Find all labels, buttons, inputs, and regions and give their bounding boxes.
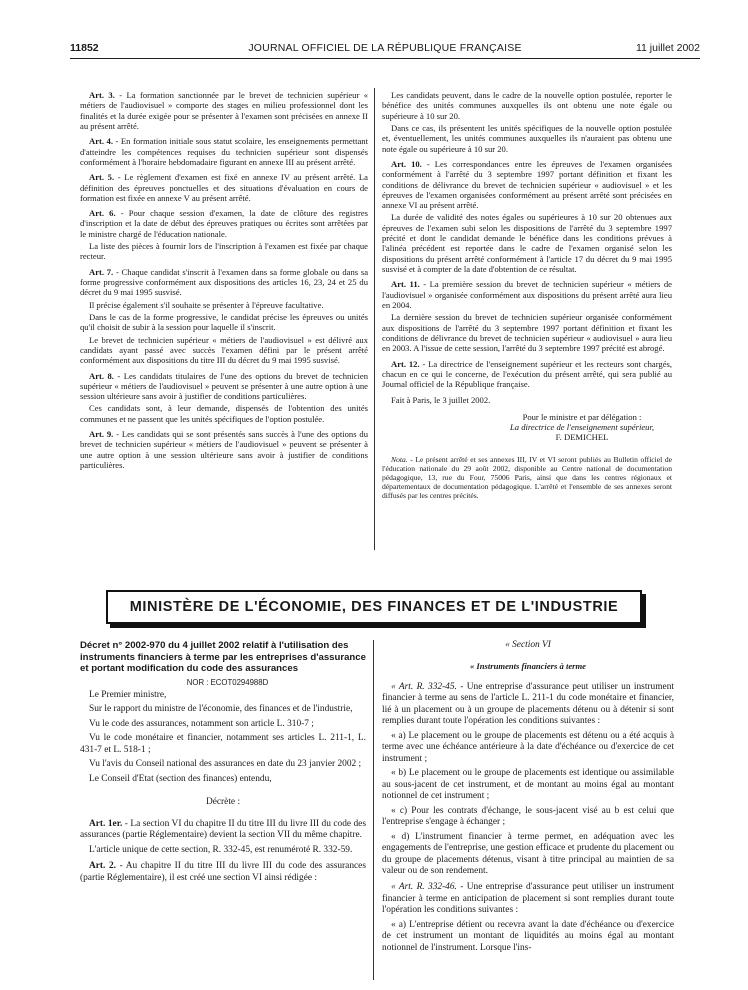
upper-left-column (80, 90, 368, 472)
article-paragraph (80, 371, 368, 402)
page-header (70, 42, 700, 56)
paragraph-text: Le Conseil d'Etat (section des finances) entendu, (89, 773, 272, 784)
signature-delegation: Pour le ministre et par délégation : (522, 411, 642, 422)
article-paragraph (80, 335, 368, 366)
article-paragraph (382, 159, 672, 211)
signature-place-date: Fait à Paris, le 3 juillet 2002. (391, 395, 491, 406)
section-subheading: « Instruments financiers à terme (469, 661, 587, 672)
column-divider-upper (374, 88, 375, 550)
paragraph-text: « c) Pour les contrats d'échange, le sous-jacent visé au b est celui que l'entreprise s'engage à échanger ; (382, 805, 674, 828)
paragraph-text: - En formation initiale sous statut scolaire, les enseignements permettant d'atteindre les compétences requises du technicien supérieur sont dispensés conformément à l'horaire hebdomadaire figurant en annexe III au présent arrêté. (80, 136, 368, 167)
paragraph-text: - Pour chaque session d'examen, la date de clôture des registres d'inscription et la date de début des épreuves pratiques ou écrites sont arrêtées par le ministre chargé de l'éducation nationale. (80, 208, 368, 239)
article-label: Art. 9. (89, 429, 114, 440)
paragraph-text: - Les correspondances entre les épreuves de l'examen organisées conformément à l'arrêté du 3 septembre 1997 portant définition et fixant les conditions de délivrance du brevet de technicien supérieur « audiovisuel » et les épreuves de l'examen organisées conformément au présent arrêté sont précisées en annexe VI au présent arrêté. (382, 158, 672, 211)
visa-paragraph (80, 704, 366, 715)
page-number: 11852 (70, 42, 99, 54)
visa-paragraph (80, 733, 366, 756)
upper-right-column (382, 90, 672, 502)
journal-title: JOURNAL OFFICIEL DE LA RÉPUBLIQUE FRANÇAISE (248, 42, 522, 54)
paragraph-text: Dans le cas de la forme progressive, le candidat précise les épreuves ou unités qu'il choisit de subir à la session pour laquelle il s'inscrit. (80, 311, 368, 333)
article-paragraph (80, 312, 368, 333)
paragraph-text: - Les candidats titulaires de l'une des options du brevet de technicien supérieur « métiers de l'audiovisuel » peuvent se présenter à une autre option à une session ultérieure sans avoir à justifier de conditions particulières. (80, 370, 369, 402)
visa-paragraph (80, 690, 366, 701)
decret-nor: NOR : ECOT0294988D (186, 677, 269, 687)
paragraph-text: « a) L'entreprise détient ou recevra avant la date d'échéance ou d'exercice de cet instrument un montant de liquidités au moins égal au montant notionnel de l'instrument. Lorsque l'ins- (382, 919, 674, 953)
article-paragraph (80, 208, 368, 239)
paragraph-text: Il précise également s'il souhaite se présenter à l'épreuve facultative. (89, 299, 324, 310)
article-label: Art. 12. (391, 358, 420, 369)
signature-block (492, 412, 672, 443)
article-label: Art. 10. (391, 158, 422, 169)
paragraph-text: « b) Le placement ou le groupe de placements est identique ou assimilable au sous-jacent de cet instrument, et de montant au moins égal au montant notionnel de cet instrument ; (382, 768, 674, 802)
issue-date: 11 juillet 2002 (635, 42, 700, 54)
paragraph-text: - Une entreprise d'assurance peut utiliser un instrument financier à terme en anticipation de placement si sont remplies durant toute l'opération les conditions suivantes : (382, 882, 674, 916)
paragraph-text: Sur le rapport du ministre de l'économie, des finances et de l'industrie, (89, 704, 353, 715)
lower-left-column (80, 640, 366, 887)
header-rule (70, 58, 700, 59)
paragraph-text: « a) Le placement ou le groupe de placements est détenu ou a été acquis à terme avec une échéance antérieure à la date d'échéance ou d'exercice de cet instrument ; (382, 730, 674, 764)
article-paragraph (382, 279, 672, 310)
nota-label: Nota. (391, 454, 408, 464)
paragraph-text: - La première session du brevet de technicien supérieur « métiers de l'audiovisuel » organisée conformément aux dispositions du présent arrêté aura lieu en 2004. (382, 279, 672, 310)
code-article-paragraph (382, 806, 674, 829)
article-paragraph (382, 312, 672, 353)
code-article-paragraph (382, 768, 674, 802)
paragraph-text: « d) L'instrument financier à terme permet, en adéquation avec les engagements de l'entreprise, une gestion efficace et prudente du placement ou du groupe de placements détenus, visant à titre principal au maintien de sa valeur ou de son rendement. (382, 831, 674, 876)
nota-block (382, 455, 672, 501)
paragraph-text: - Le règlement d'examen est fixé en annexe IV au présent arrêté. La définition des épreuves ponctuelles et des situations d'évaluation en cours de formation est fixée en annexe V au présent arrêté. (80, 172, 368, 203)
nota-text: - Le présent arrêté et ses annexes III, IV et VI seront publiés au Bulletin officiel de l'éducation nationale du 29 août 2002, disponible au Centre national de documentation pédagogique, 13, rue du Four, 75006 Paris, ainsi que dans les centres régionaux et départementaux de documentation pédagogique. L'arrêté et l'ensemble de ses annexes seront diffusés par les centres précités. (382, 454, 672, 501)
visa-paragraph (80, 774, 366, 785)
paragraph-text: Les candidats peuvent, dans le cadre de la nouvelle option postulée, reporter le bénéfice des unités communes auxquelles ils ont obtenu une note égale ou supérieure à 10 sur 20. (382, 90, 672, 121)
paragraph-text: La dernière session du brevet de technicien supérieur organisée conformément aux dispositions de l'arrêté du 3 septembre 1997 portant définition et fixant les conditions de délivrance du brevet de technicien supérieur « audiovisuel » aura lieu en 2003. A l'issue de cette session, l'arrêté du 3 septembre 1997 précité est abrogé. (382, 312, 672, 354)
lower-right-column (382, 640, 674, 957)
paragraph-text: La liste des pièces à fournir lors de l'inscription à l'examen est fixée par chaque recteur. (80, 241, 368, 262)
article-paragraph (80, 845, 366, 856)
article-paragraph (80, 819, 366, 842)
article-label: Art. 4. (89, 136, 113, 147)
paragraph-text: Vu l'avis du Conseil national des assurances en date du 23 janvier 2002 ; (89, 759, 362, 770)
article-label: « Art. R. 332-45. (391, 681, 457, 692)
article-paragraph (80, 403, 368, 424)
article-paragraph (80, 90, 368, 131)
paragraph-text: - La directrice de l'enseignement supérieur et les recteurs sont chargés, chacun en ce qui le concerne, de l'exécution du présent arrêté, qui sera publié au Journal officiel de la République française. (382, 358, 673, 390)
paragraph-text: La durée de validité des notes égales ou supérieures à 10 sur 20 obtenues aux épreuves de l'examen subi selon les dispositions de l'arrêté du 3 septembre 1997 précité et dont le candidat demande le bénéfice dans les conditions prévues à l'alinéa précédent est reportée dans le cadre de l'examen organisé selon les dispositions du présent arrêté conformément à l'article 17 du décret du 9 mai 1995 susvisé et à compter de la date d'obtention de ce résultat. (382, 212, 672, 274)
article-label: Art. 8. (89, 370, 114, 381)
article-label: « Art. R. 332-46. (391, 882, 457, 893)
article-paragraph (80, 172, 368, 203)
article-label: Art. 5. (89, 172, 115, 183)
article-label: Art. 11. (391, 279, 420, 290)
code-article-paragraph (382, 682, 674, 728)
paragraph-text: Le brevet de technicien supérieur « métiers de l'audiovisuel » est délivré aux candidats ayant passé avec succès l'examen défini par le présent arrêté conformément aux dispositions du titre III du décret du 9 mai 1995 susvisé. (80, 334, 368, 366)
paragraph-text: Le Premier ministre, (89, 690, 167, 700)
signature-role: La directrice de l'enseignement supérieur, (510, 422, 654, 433)
paragraph-text: - Les candidats qui se sont présentés sans succès à l'une des options du brevet de technicien supérieur « métiers de l'audiovisuel » peuvent se présenter à une autre option à une session ultérieure sans avoir à justifier de conditions particulières. (80, 429, 368, 470)
article-paragraph (382, 123, 672, 154)
section-heading: « Section VI (505, 640, 551, 650)
article-label: Art. 1er. (89, 818, 123, 829)
code-article-paragraph (382, 832, 674, 878)
article-label: Art. 7. (89, 266, 114, 277)
paragraph-text: Ces candidats sont, à leur demande, dispensés de l'obtention des unités communes et ne passent que les unités spécifiques de l'option postulée. (80, 403, 368, 424)
article-paragraph (382, 212, 672, 274)
ministry-banner: MINISTÈRE DE L'ÉCONOMIE, DES FINANCES ET DE L'INDUSTRIE (106, 590, 642, 624)
decret-title: Décret n° 2002-970 du 4 juillet 2002 relatif à l'utilisation des instruments financiers à terme par les entreprises d'assurance et portant modification du code des assurances (80, 640, 366, 674)
code-article-paragraph (382, 882, 674, 916)
paragraph-text: Vu le code monétaire et financier, notamment ses articles L. 211-1, L. 431-7 et L. 518-1 ; (80, 733, 366, 755)
article-paragraph (80, 136, 368, 167)
paragraph-text: - La section VI du chapitre II du titre III du livre III du code des assurances (partie Réglementaire) devient la section VII du même chapitre. (80, 818, 366, 841)
code-article-paragraph (382, 920, 674, 954)
article-paragraph (382, 359, 672, 390)
paragraph-text: - Une entreprise d'assurance peut utiliser un instrument financier à terme au sens de l'article L. 211-1 du code monétaire et financier, lié à un placement ou à un groupe de placements détenu ou à détenir si sont remplies durant toute l'opération les conditions suivantes : (382, 681, 674, 727)
visa-paragraph (80, 719, 366, 730)
decrete-heading: Décrète : (205, 797, 241, 808)
paragraph-text: - Chaque candidat s'inscrit à l'examen dans sa forme globale ou dans sa forme progressive conformément aux dispositions des articles 16, 23, 24 et 25 du décret du 9 mai 1995 susvisé. (80, 266, 369, 298)
article-label: Art. 3. (89, 90, 115, 100)
code-article-paragraph (382, 731, 674, 765)
paragraph-text: - Au chapitre II du titre III du livre III du code des assurances (partie Réglementaire), il est créé une section VI ainsi rédigée : (80, 861, 366, 883)
column-divider-lower (373, 640, 374, 980)
paragraph-text: Dans ce cas, ils présentent les unités spécifiques de la nouvelle option postulée et, éventuellement, les unités communes auxquelles ils n'auraient pas obtenu une note égale ou supérieure à 10 sur 20. (382, 122, 672, 154)
article-paragraph (382, 90, 672, 121)
article-paragraph (80, 429, 368, 470)
article-label: Art. 2. (89, 861, 117, 872)
signature-name: F. DEMICHEL (555, 432, 609, 443)
visa-paragraph (80, 759, 366, 770)
paragraph-text: - La formation sanctionnée par le brevet de technicien supérieur « métiers de l'audiovisuel » comporte des stages en milieu professionnel dont les finalités et la durée exigée pour se présenter à l'examen sont précisées en annexe II au présent arrêté. (80, 90, 369, 131)
paragraph-text: Vu le code des assurances, notamment son article L. 310-7 ; (89, 718, 314, 729)
paragraph-text: L'article unique de cette section, R. 332-45, est renuméroté R. 332-59. (89, 844, 353, 855)
article-paragraph (80, 861, 366, 884)
article-label: Art. 6. (89, 208, 116, 219)
article-paragraph (80, 241, 368, 262)
article-paragraph (80, 300, 368, 310)
article-paragraph (80, 267, 368, 298)
